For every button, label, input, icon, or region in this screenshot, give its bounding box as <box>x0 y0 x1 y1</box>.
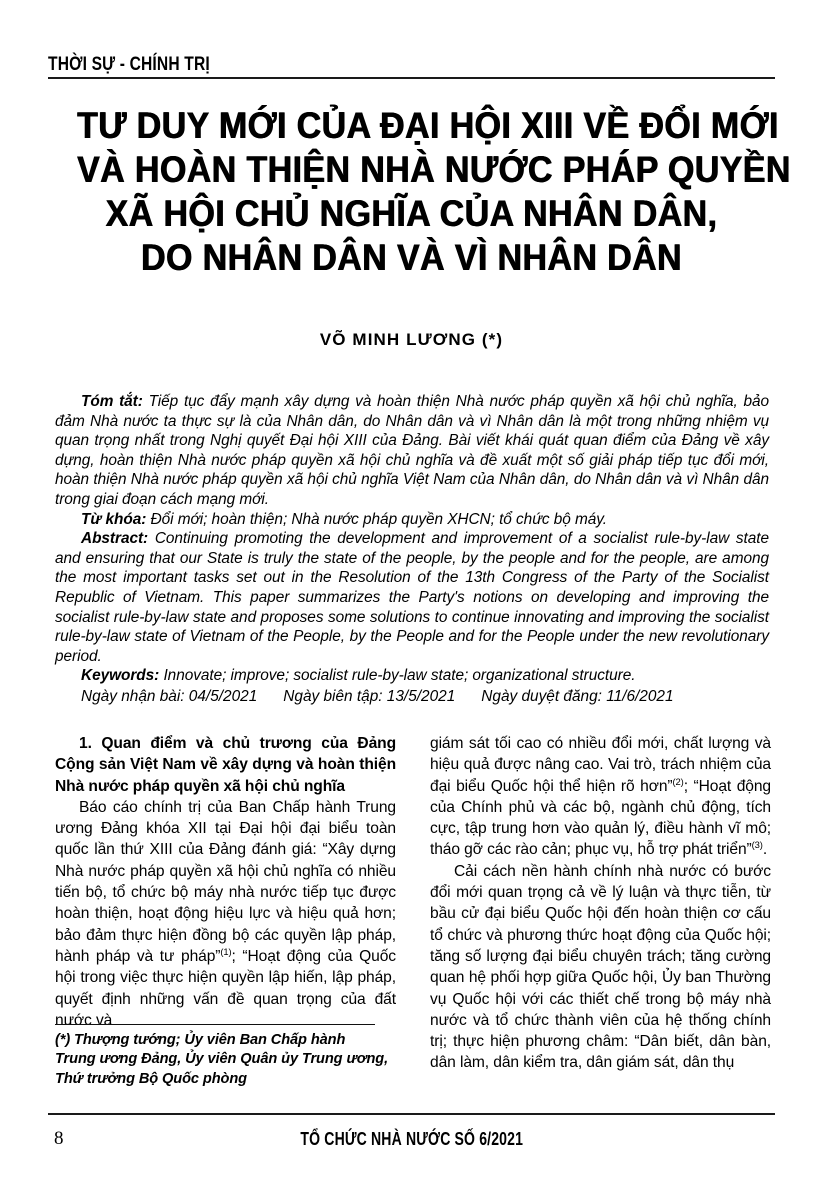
right-para-text-b: ; “Hoạt động của Chính phủ và các bộ, ngành chủ động, tích cực, tập trung hơn vào quản lý, điều hành vĩ mô; tháo gỡ các rào cản; phục vụ, hỗ trợ phát triển” <box>430 777 771 859</box>
page-footer <box>48 1124 775 1158</box>
running-head <box>48 54 775 79</box>
title-line-1: TƯ DUY MỚI CỦA ĐẠI HỘI XIII VỀ ĐỔI MỚI <box>77 105 779 146</box>
abstract-vietnamese <box>55 392 769 510</box>
title-line-4: DO NHÂN DÂN VÀ VÌ NHÂN DÂN <box>141 237 682 278</box>
footnote-ref-2: (2) <box>672 775 684 787</box>
right-para-text-a: giám sát tối cao có nhiều đổi mới, chất lượng và hiệu quả được nâng cao. Vai trò, trách nhiệm của đại biểu Quốc hội thể hiện rõ hơn” <box>430 735 771 795</box>
abstract-block <box>55 392 769 707</box>
keywords-vietnamese <box>55 510 769 530</box>
title-line-3: XÃ HỘI CHỦ NGHĨA CỦA NHÂN DÂN, <box>105 193 718 234</box>
author-footnote <box>55 1024 396 1089</box>
right-column-paragraph-2: Cải cách nền hành chính nhà nước có bước đổi mới quan trọng cả về lý luận và thực tiễn, từ bầu cử đại biểu Quốc hội đến hoàn thiện cơ cấu tổ chức và phương thức hoạt động của Quốc hội; tăng số lượng đại biểu chuyên trách; tăng cường quan hệ phối hợp giữa Quốc hội, Ủy ban Thường vụ Quốc hội với các thiết chế trong bộ máy nhà nước và tổ chức thành viên của hệ thống chính trị; thực hiện phương châm: “Dân biết, dân bàn, dân làm, dân kiểm tra, dân giám sát, dân thụ <box>430 862 771 1072</box>
title-line-2: VÀ HOÀN THIỆN NHÀ NƯỚC PHÁP QUYỀN <box>77 149 791 190</box>
publication-dates <box>55 686 769 707</box>
date-edited: Ngày biên tập: 13/5/2021 <box>283 687 456 705</box>
abstract-vi-text: Tiếp tục đẩy mạnh xây dựng và hoàn thiện Nhà nước pháp quyền xã hội chủ nghĩa, bảo đảm Nhà nước ta thực sự là của Nhân dân, do Nhân dân và vì Nhân dân là một trong những nhiệm vụ quan trọng nhất trong Nghị quyết Đại hội XIII của Đảng. Bài viết khái quát quan điểm của Đảng về xây dựng, hoàn thiện Nhà nước pháp quyền xã hội chủ nghĩa và đề xuất một số giải pháp tiếp tục đổi mới, hoàn thiện Nhà nước pháp quyền xã hội chủ nghĩa Việt Nam của Nhân dân, do Nhân dân và vì Nhân dân trong giai đoạn cách mạng mới. <box>55 393 769 508</box>
left-para-text-a: Báo cáo chính trị của Ban Chấp hành Trung ương Đảng khóa XII tại Đại hội đại biểu toàn quốc lần thứ XIII của Đảng đánh giá: “Xây dựng Nhà nước pháp quyền xã hội chủ nghĩa có nhiều tiến bộ, tổ chức bộ máy nhà nước tiếp tục được hoàn thiện, hoạt động hiệu lực và hiệu quả hơn; bảo đảm thực hiện đồng bộ các quyền lập pháp, hành pháp và tư pháp” <box>55 798 396 965</box>
abstract-english <box>55 529 769 666</box>
date-received: Ngày nhận bài: 04/5/2021 <box>81 687 258 705</box>
journal-name-text: TỔ CHỨC NHÀ NƯỚC SỐ 6/2021 <box>300 1129 523 1149</box>
keywords-en-text: Innovate; improve; socialist rule-by-law state; organizational structure. <box>159 667 636 685</box>
right-para-text-c: . <box>762 841 768 859</box>
left-column-paragraph-1 <box>55 797 396 1031</box>
left-para-text-b: ; “Hoạt động của Quốc hội trong việc thực hiện quyền lập hiến, lập pháp, quyết định những vấn đề quan trọng của đất nước và <box>55 947 396 1029</box>
author-name: VÕ MINH LƯƠNG (*) <box>319 330 504 349</box>
footnote-line-2: Trung ương Đảng, Ủy viên Quân ủy Trung ương, <box>55 1051 389 1068</box>
footnote-line-1: (*) Thượng tướng; Ủy viên Ban Chấp hành <box>55 1032 346 1048</box>
page-number: 8 <box>54 1128 64 1149</box>
right-column-paragraph-1 <box>430 733 771 861</box>
abstract-en-text: Continuing promoting the development and improvement of a socialist rule-by-law state and ensuring that our State is truly the state of the people, by the people and for the people, are among the most important tasks set out in the Resolution of the 13th Congress of the Party of the Socialist Republic of Vietnam. This paper summarizes the Party's notions on developing and improving the socialist rule-by-law state and proposes some solutions to continue innovating and improving the socialist rule-by-law state of Vietnam of the People, by the People and for the People under the new revolutionary period. <box>55 530 769 665</box>
footer-rule <box>48 1113 775 1115</box>
keywords-vi-label: Từ khóa: <box>81 510 147 528</box>
footnote-rule <box>55 1024 375 1025</box>
keywords-en-label: Keywords: <box>81 667 160 685</box>
date-approved: Ngày duyệt đăng: 11/6/2021 <box>481 687 674 705</box>
running-head-rule <box>48 77 775 79</box>
running-head-text: THỜI SỰ - CHÍNH TRỊ <box>48 53 210 75</box>
abstract-en-label: Abstract: <box>81 530 149 548</box>
column-right <box>430 733 771 1074</box>
footnote-ref-3: (3) <box>751 839 763 851</box>
keywords-vi-text: Đổi mới; hoàn thiện; Nhà nước pháp quyền XHCN; tổ chức bộ máy. <box>146 510 608 528</box>
page-title <box>48 104 791 280</box>
abstract-vi-label: Tóm tắt: <box>81 393 143 410</box>
column-left <box>55 733 396 1031</box>
keywords-english <box>55 666 769 686</box>
journal-name <box>48 1129 775 1150</box>
footnote-ref-1: (1) <box>220 945 232 957</box>
footnote-line-3: Thứ trưởng Bộ Quốc phòng <box>55 1070 247 1087</box>
section-heading-1: 1. Quan điểm và chủ trương của Đảng Cộng sản Việt Nam về xây dựng và hoàn thiện Nhà nước pháp quyền xã hội chủ nghĩa <box>55 735 396 795</box>
